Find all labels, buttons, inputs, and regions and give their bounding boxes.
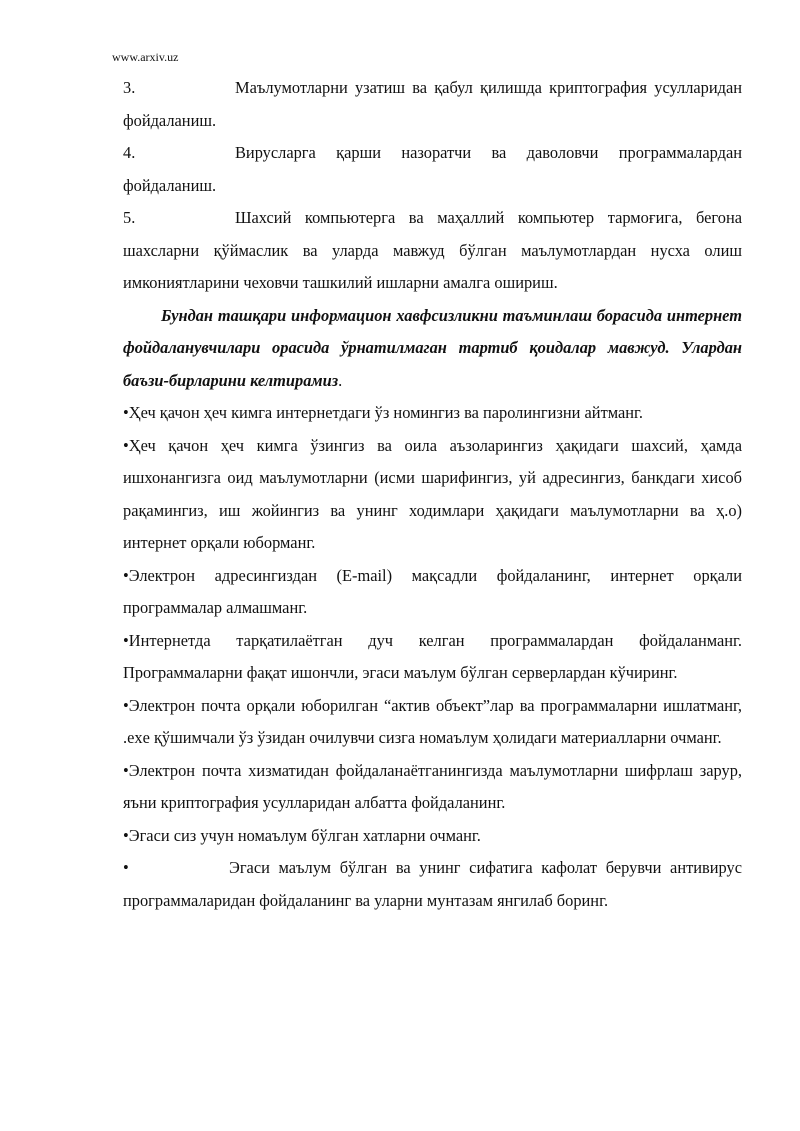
bullet-text: Ҳеч қачон ҳеч кимга интернетдаги ўз номингиз ва паролингизни айтманг.	[128, 403, 644, 422]
bullet-item	[123, 397, 742, 430]
bullet-text: Электрон почта хизматидан фойдаланаётганингизда маълумотларни шифрлаш зарур, яъни криптография усулларидан албатта фойдаланинг.	[123, 760, 742, 812]
bullet-icon: •	[123, 695, 129, 715]
bullet-icon: •	[123, 630, 129, 650]
bullet-text: Ҳеч қачон ҳеч кимга ўзингиз ва оила аъзоларингиз ҳақидаги шахсий, ҳамда ишхонангизга оид маълумотларни (исми шарифингиз, уй адресингиз, банкдаги хисоб рақамингиз, иш жойингиз ва унинг ходимлари ҳақидаги маълумотларни ва ҳ.о) интернет орқали юборманг.	[123, 435, 742, 552]
bullet-item	[123, 430, 742, 560]
bullet-icon: •	[123, 825, 129, 845]
bullet-text: Эгаси маълум бўлган ва унинг сифатига кафолат берувчи антивирус программаларидан фойдаланинг ва уларни мунтазам янгилаб боринг.	[123, 858, 742, 910]
item-text: Вирусларга қарши назоратчи ва даволовчи программалардан фойдаланиш.	[123, 143, 742, 195]
bullet-item	[123, 755, 742, 820]
numbered-item-4	[123, 137, 742, 202]
bullet-text: Эгаси сиз учун номаълум бўлган хатларни очманг.	[128, 825, 481, 845]
bullet-icon: •	[123, 858, 129, 877]
item-text: Шахсий компьютерга ва маҳаллий компьютер тармоғига, бегона шахсларни қўймаслик ва уларда мавжуд бўлган маълумотлардан нусха олиш имкониятларини чеховчи ташкилий ишларни амалга ошириш.	[123, 208, 742, 292]
bullet-icon: •	[123, 565, 129, 585]
item-number: 4.	[123, 143, 136, 162]
bullet-item-last	[123, 852, 742, 917]
intro-bold-text: Бундан ташқари информацион хавфсизликни таъминлаш борасида интернет фойдаланувчилари орасида ўрнатилмаган тартиб қоидалар мавжуд. Улардан баъзи-бирларини келтирамиз	[123, 305, 742, 390]
bullet-item	[123, 560, 742, 625]
document-body	[123, 72, 742, 917]
bullet-item	[123, 625, 742, 690]
item-number: 5.	[123, 208, 136, 227]
bullet-item	[123, 690, 742, 755]
item-text: Маълумотларни узатиш ва қабул қилишда криптография усулларидан фойдаланиш.	[123, 78, 742, 130]
site-url: www.arxiv.uz	[112, 50, 179, 64]
numbered-item-5	[123, 202, 742, 300]
bullet-text: Электрон почта орқали юборилган “актив объект”лар ва программаларни ишлатманг, .exe қўшимчали ўз ўзидан очилувчи сизга номаълум ҳолидаги материалларни очманг.	[123, 695, 742, 747]
item-number: 3.	[123, 78, 136, 97]
bullet-icon: •	[123, 760, 129, 780]
intro-tail: .	[338, 370, 343, 390]
bullet-text: Интернетда тарқатилаётган дуч келган программалардан фойдаланманг. Программаларни фақат ишончли, эгаси маълум бўлган серверлардан кўчиринг.	[123, 630, 742, 682]
bullet-icon: •	[123, 435, 129, 455]
numbered-item-3	[123, 72, 742, 137]
bullet-text: Электрон адресингиздан (E-mail) мақсадли фойдаланинг, интернет орқали программалар алмашманг.	[123, 565, 742, 617]
bullet-icon: •	[123, 403, 129, 422]
bullet-item	[123, 820, 742, 853]
intro-paragraph	[123, 300, 742, 398]
